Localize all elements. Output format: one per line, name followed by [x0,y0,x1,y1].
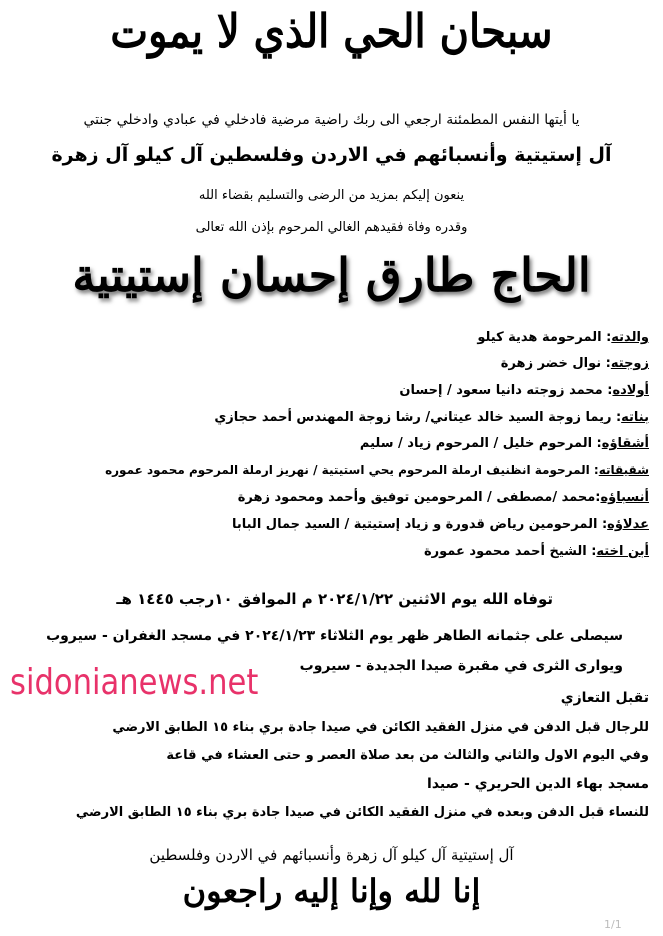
relative-row [214,410,649,425]
closing-calligraphy: إنا لله وإنا إليه راجعون [182,872,481,910]
relative-value: : المرحومة هدية كيلو [477,330,612,345]
calligraphy-heading: سبحان الحي الذي لا يموت [110,4,553,59]
website-watermark: sidonianews.net [10,662,259,703]
relative-label: بناته [621,410,649,425]
footer-families-line: آل إستيتية آل كيلو آل زهرة وأنسبائهم في الاردن وفلسطين [149,846,514,864]
condolences-title: تقبل التعازي [560,690,649,706]
relative-row [105,463,649,477]
relative-value: : نوال خضر زهرة [500,356,611,371]
relative-label: شقيقاته [598,463,649,477]
page-number: 1/1 [604,918,622,931]
deceased-name: الحاج طارق إحسان إستيتية [72,248,591,302]
relative-row [232,517,649,532]
relative-label: أولاده [612,383,649,398]
relative-row [477,330,649,345]
death-date-line: توفاه الله يوم الاثنين ٢٠٢٤/١/٢٢ م الموافق ١٠رجب ١٤٤٥ هـ [116,590,553,608]
mourning-line-1: ينعون إليكم بمزيد من الرضى والتسليم بقضاء الله [198,188,465,203]
relative-value: : المرحومة انظنيف ارملة المرحوم يحي استيتية / نهريز ارملة المرحوم محمود عموره [105,463,599,477]
condolences-line: للرجال قبل الدفن في منزل الفقيد الكائن في صيدا جادة بري بناء ١٥ الطابق الارضي [112,720,649,735]
condolences-line: للنساء قبل الدفن وبعده في منزل الفقيد الكائن في صيدا جادة بري بناء ١٥ الطابق الارضي [75,805,649,820]
relative-label: أبن اخته [596,544,649,559]
burial-line: ويوارى الثرى في مقبرة صيدا الجديدة - سيروب [299,658,623,674]
relative-label: والدته [611,330,649,345]
relative-value: : الشيخ أحمد محمود عمورة [423,544,597,559]
relative-label: أشقاؤه [601,436,649,451]
relative-row [360,436,649,451]
relative-row [424,544,649,559]
relative-value: : المرحوم خليل / المرحوم زياد / سليم [359,436,602,451]
relative-row [399,383,649,398]
relative-value: : محمد زوجته دانيا سعود / إحسان [399,383,613,398]
quran-verse: يا أيتها النفس المطمئنة ارجعي الى ربك راضية مرضية فادخلي في عبادي وادخلي جنتي [83,112,580,128]
relative-label: زوجته [610,356,649,371]
condolences-line: مسجد بهاء الدين الحريري - صيدا [427,776,649,792]
relative-value: :محمد /مصطفى / المرحومين توفيق وأحمد ومحمود زهرة [237,490,601,505]
relative-row [501,356,649,371]
funeral-prayer-line: سيصلى على جثمانه الطاهر ظهر يوم الثلاثاء ٢٠٢٤/١/٢٣ في مسجد الغفران - سيروب [46,628,623,644]
condolences-line: وفي اليوم الاول والثاني والثالث من بعد صلاة العصر و حتى العشاء في قاعة [166,748,649,763]
relative-label: أنسباؤه [600,490,649,505]
relative-value: : ريما زوجة السيد خالد عيتاني/ رشا زوجة المهندس أحمد حجازي [214,410,622,425]
relative-row [238,490,649,505]
families-line: آل إستيتية وأنسبائهم في الاردن وفلسطين آل كيلو آل زهرة [51,144,612,166]
relative-value: : المرحومين رياض قدورة و زياد إستيتية / السيد جمال البابا [231,517,608,532]
mourning-line-2: وقدره وفاة فقيدهم الغالي المرحوم بإذن الله تعالى [195,220,468,235]
relative-label: عدلاؤه [607,517,649,532]
